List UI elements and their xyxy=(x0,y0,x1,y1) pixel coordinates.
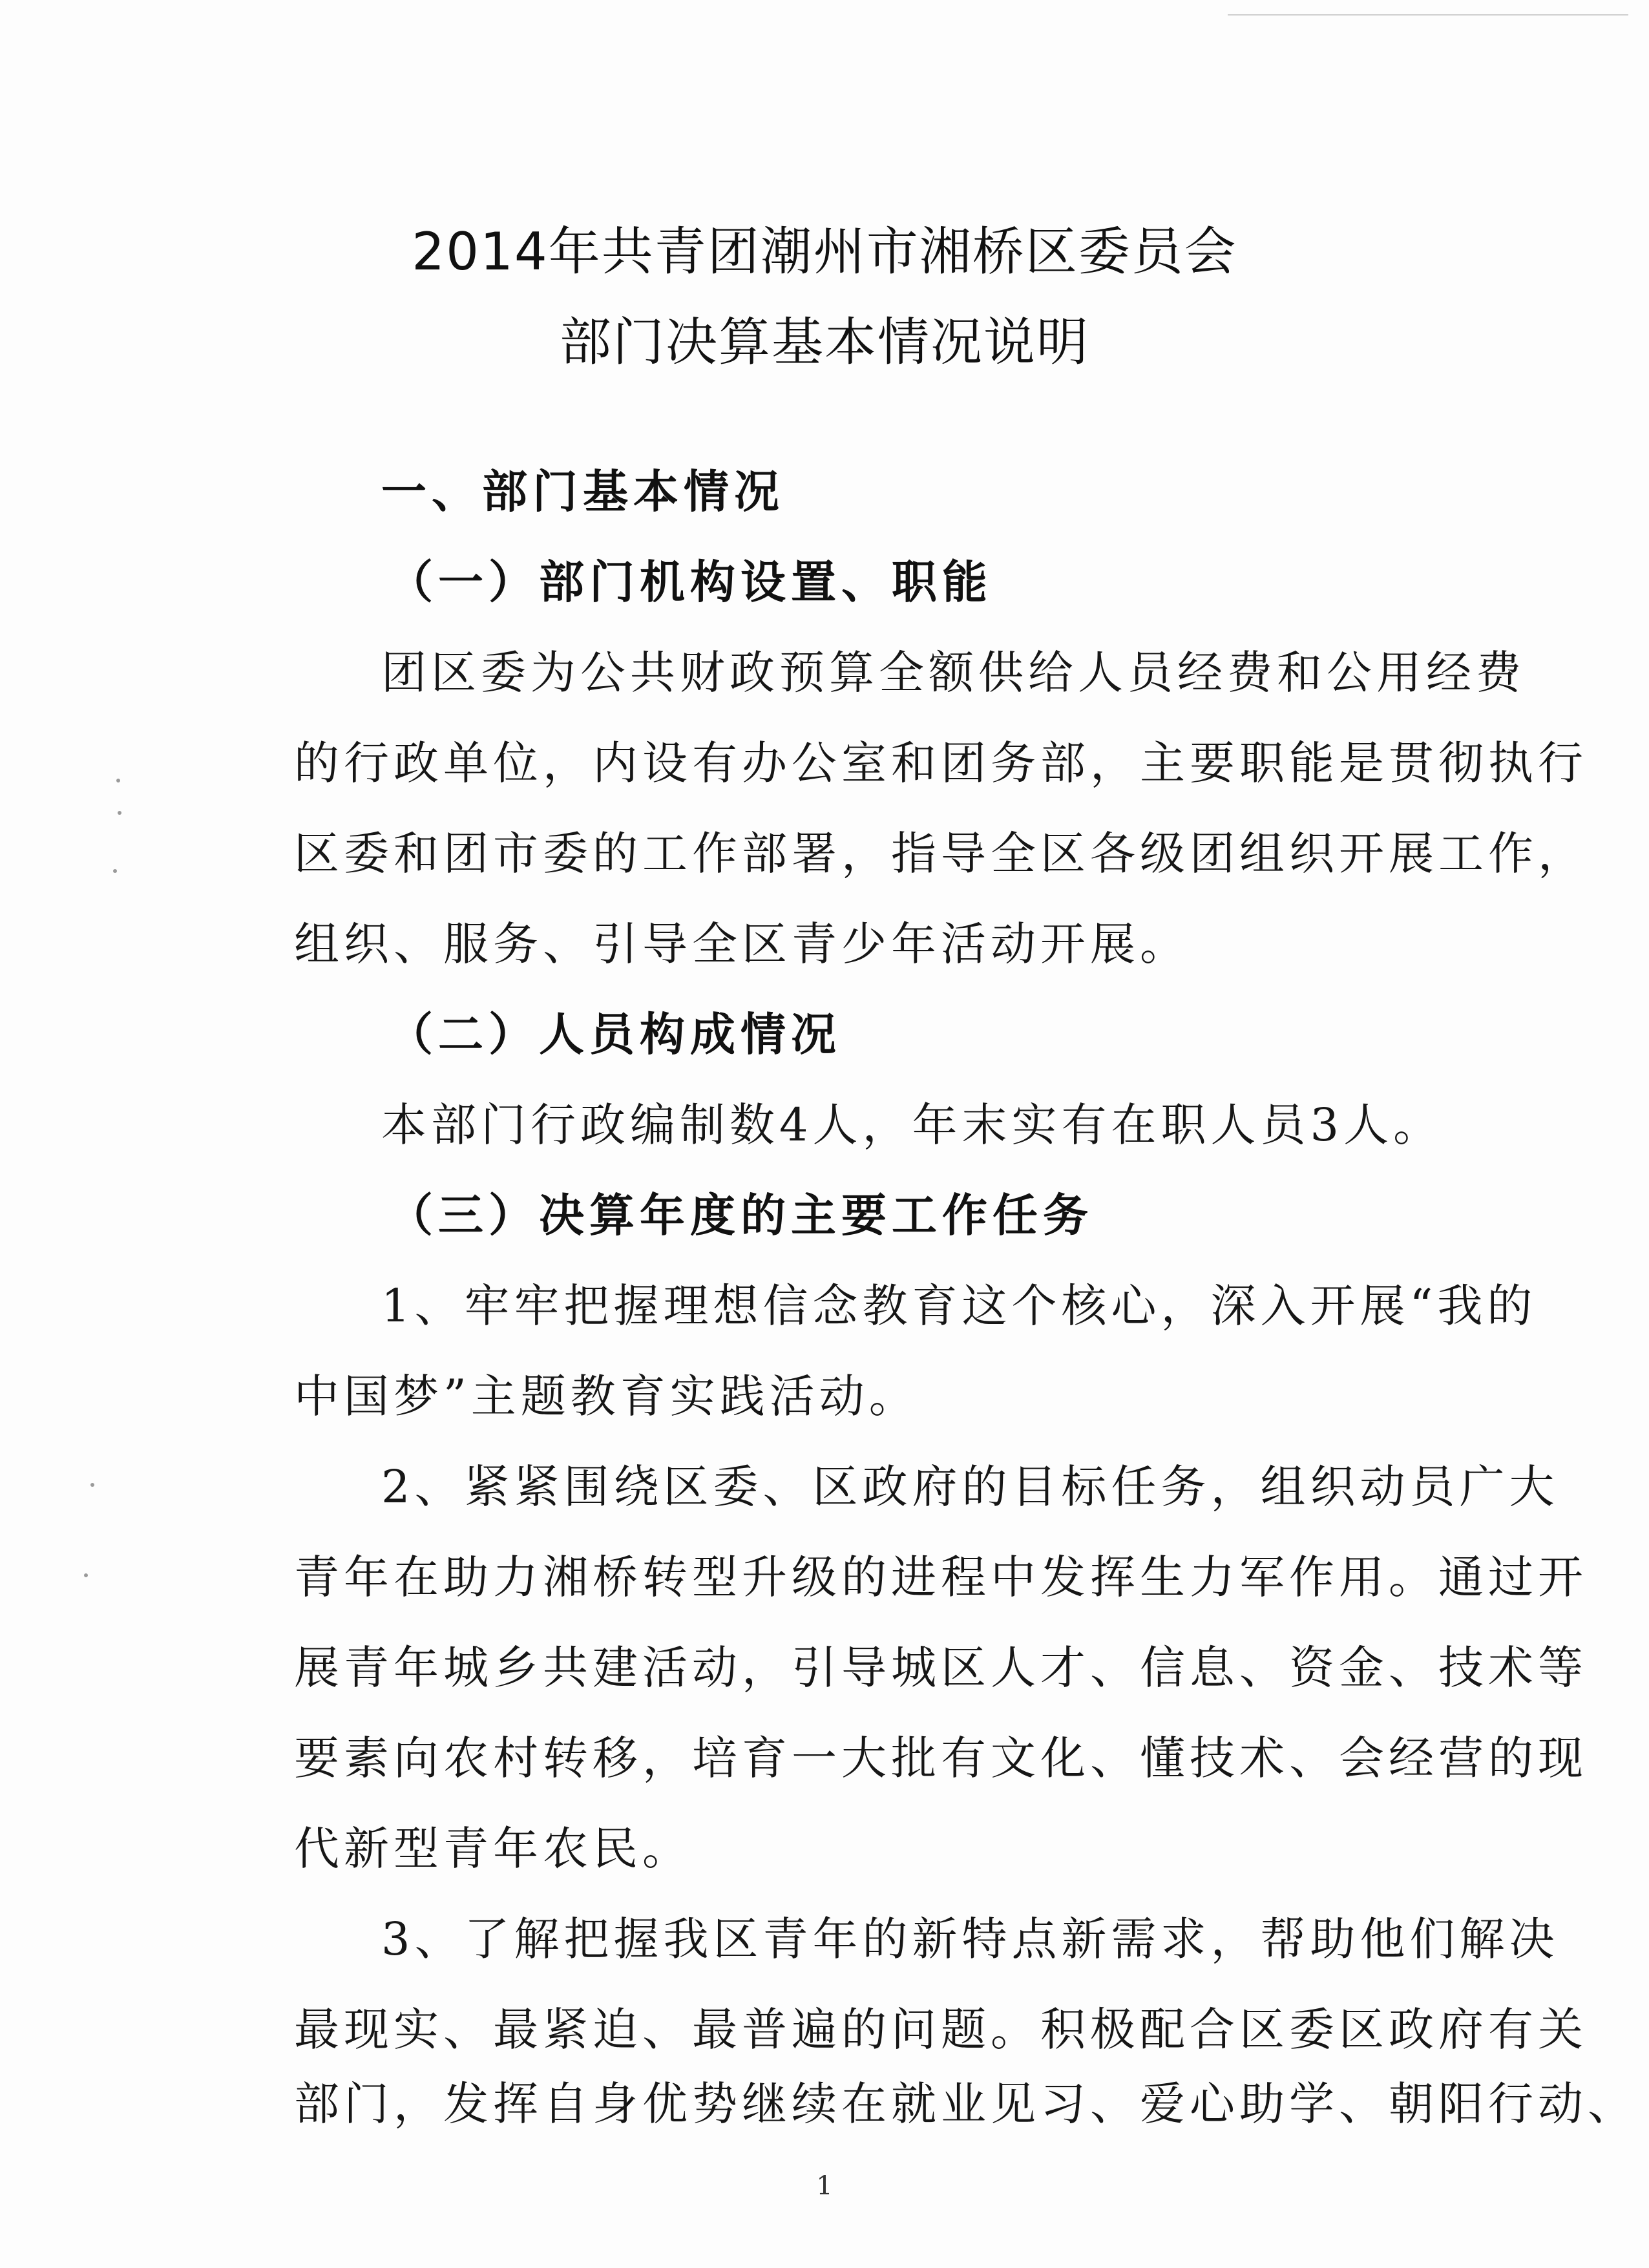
paragraph-line: 团区委为公共财政预算全额供给人员经费和公用经费 xyxy=(381,646,1526,699)
section1-heading: 一、部门基本情况 xyxy=(381,465,784,518)
page-number: 1 xyxy=(816,2171,833,2201)
scan-speck xyxy=(113,869,117,873)
paragraph-line: 中国梦”主题教育实践活动。 xyxy=(294,1370,919,1423)
paragraph-line: 2、紧紧围绕区委、区政府的目标任务，组织动员广大 xyxy=(381,1460,1559,1513)
document-title-line2: 部门决算基本情况说明 xyxy=(560,312,1089,372)
paragraph-line: 的行政单位，内设有办公室和团务部，主要职能是贯彻执行 xyxy=(294,737,1588,790)
sub2-heading: （二）人员构成情况 xyxy=(388,1008,841,1061)
paragraph-line: 3、了解把握我区青年的新特点新需求，帮助他们解决 xyxy=(381,1913,1559,1966)
document-title-line1: 2014年共青团潮州市湘桥区委员会 xyxy=(412,222,1237,282)
sub1-heading: （一）部门机构设置、职能 xyxy=(388,556,993,609)
sub3-heading: （三）决算年度的主要工作任务 xyxy=(388,1189,1093,1242)
scan-speck xyxy=(84,1573,88,1577)
paragraph-line: 本部门行政编制数4人，年末实有在职人员3人。 xyxy=(381,1098,1444,1151)
paragraph-line: 代新型青年农民。 xyxy=(294,1822,692,1875)
paragraph-line: 组织、服务、引导全区青少年活动开展。 xyxy=(294,918,1190,971)
scan-speck xyxy=(116,779,120,782)
paragraph-line: 1、牢牢把握理想信念教育这个核心，深入开展“我的 xyxy=(381,1279,1537,1332)
scan-speck xyxy=(118,811,121,815)
paragraph-line: 要素向农村转移，培育一大批有文化、懂技术、会经营的现 xyxy=(294,1732,1588,1785)
paragraph-line: 展青年城乡共建活动，引导城区人才、信息、资金、技术等 xyxy=(294,1641,1588,1694)
paragraph-line: 青年在助力湘桥转型升级的进程中发挥生力军作用。通过开 xyxy=(294,1551,1588,1604)
paragraph-line: 最现实、最紧迫、最普遍的问题。积极配合区委区政府有关 xyxy=(294,2003,1588,2056)
paragraph-line: 部门，发挥自身优势继续在就业见习、爱心助学、朝阳行动、 xyxy=(294,2077,1637,2130)
paragraph-line: 区委和团市委的工作部署，指导全区各级团组织开展工作， xyxy=(294,827,1588,880)
scan-speck xyxy=(90,1483,94,1487)
scan-edge-mark xyxy=(1228,14,1628,16)
